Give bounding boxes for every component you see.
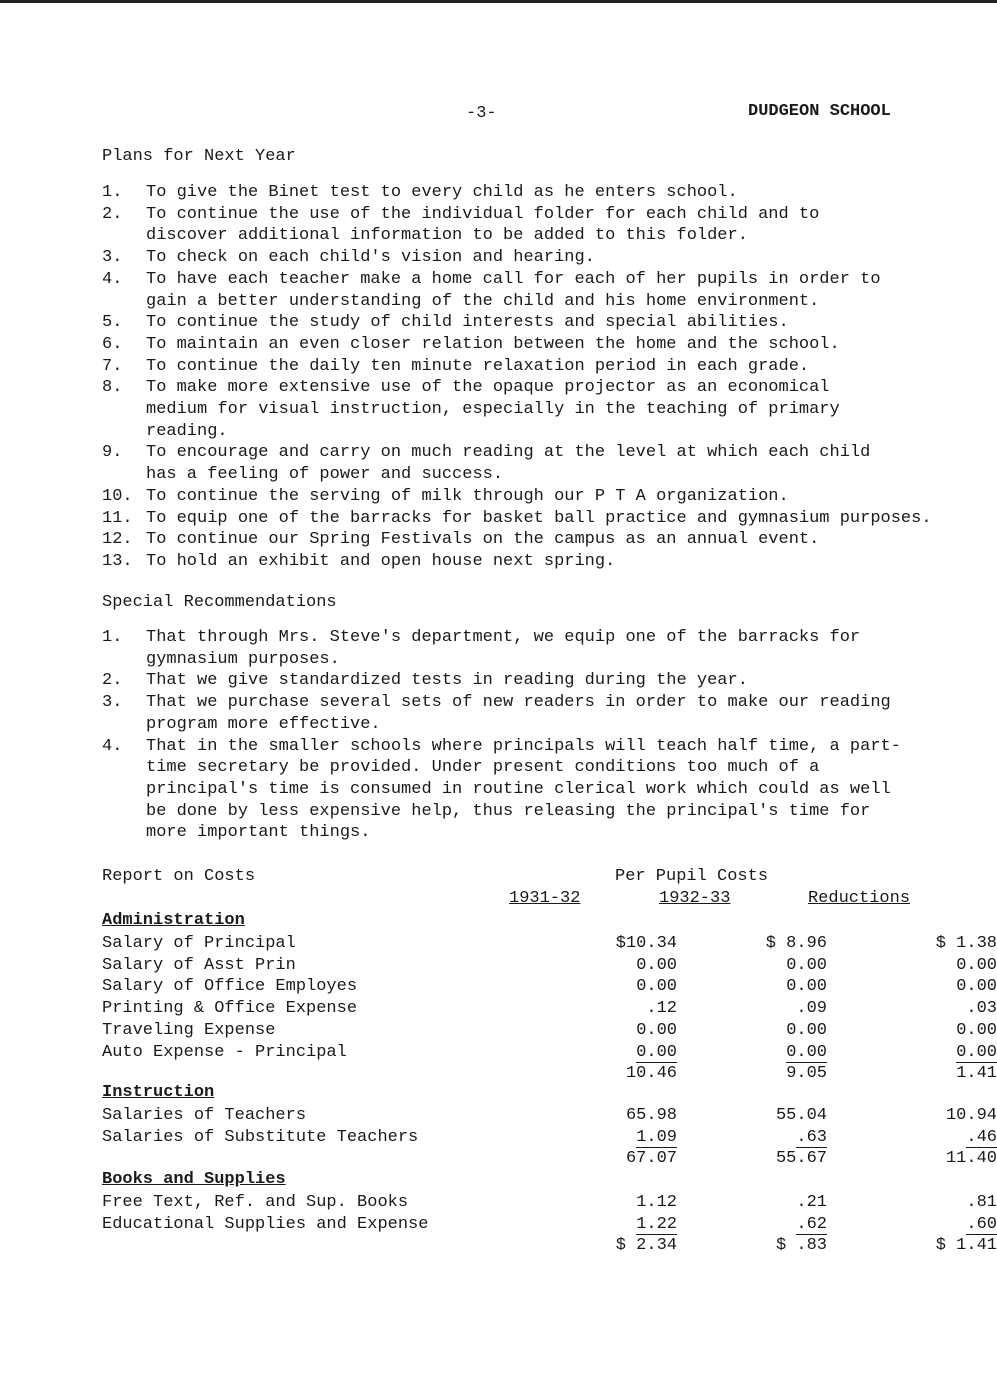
cost-value-v2	[722, 1214, 827, 1236]
cost-amount: 0.00	[786, 1042, 827, 1062]
school-name: DUDGEON SCHOOL	[748, 102, 891, 121]
cost-amount: .09	[796, 999, 827, 1019]
cost-row	[102, 1214, 997, 1236]
cost-value-v3	[892, 1214, 997, 1236]
recommendation-item-number: 3.	[102, 693, 123, 713]
cost-amount: 0.00	[956, 977, 997, 997]
recommendation-item-text-line: That in the smaller schools where principals will teach half time, a part-	[146, 736, 901, 756]
cost-value-v1	[572, 1042, 677, 1064]
cost-value-v1	[572, 998, 677, 1020]
cost-amount: 65.98	[625, 1106, 677, 1125]
plan-item-number: 13.	[102, 551, 133, 571]
cost-label: Traveling Expense	[102, 1020, 276, 1040]
recommendation-item-text-line: That we give standardized tests in reading during the year.	[146, 671, 748, 691]
cost-total-row	[102, 1235, 997, 1257]
plan-item-text-line: To equip one of the barracks for basket ball practice and gymnasium purposes.	[146, 508, 932, 528]
cost-value-v3	[892, 933, 997, 955]
cost-value-v2	[722, 1020, 827, 1042]
cost-value-v1	[572, 976, 677, 998]
recommendation-item-text-line: gymnasium purposes.	[146, 649, 340, 669]
recommendation-item-text-line: be done by less expensive help, thus releasing the principal's time for	[146, 801, 871, 821]
cost-amount: .60	[966, 1214, 997, 1234]
cost-amount: 1.09	[636, 1127, 677, 1147]
cost-value-v1	[572, 1105, 677, 1127]
cost-amount: .63	[796, 1127, 827, 1147]
plan-item-text-line: gain a better understanding of the child and his home environment.	[146, 291, 820, 311]
cost-value-v3	[892, 1192, 997, 1214]
plan-item-text-line: To give the Binet test to every child as he enters school.	[146, 183, 738, 202]
instruction-heading: Instruction	[102, 1083, 215, 1102]
cost-value-v1	[572, 933, 677, 955]
cost-value-v2	[722, 1127, 827, 1149]
cost-row	[102, 933, 997, 955]
plan-item-number: 8.	[102, 378, 123, 398]
cost-total-v2: 9.05	[786, 1064, 827, 1084]
cost-value-v1	[572, 1214, 677, 1236]
cost-value-v3	[892, 1105, 997, 1127]
cost-value-v3	[892, 1042, 997, 1064]
plan-item-number: 10.	[102, 486, 133, 506]
cost-amount: 0.00	[636, 1020, 677, 1040]
cost-label: Salary of Asst Prin	[102, 955, 296, 975]
cost-value-v1	[572, 1127, 677, 1149]
cost-amount: $ 8.96	[765, 934, 827, 953]
cost-total-v1: $ 2.34	[615, 1236, 677, 1256]
cost-label: Salaries of Substitute Teachers	[102, 1127, 419, 1147]
administration-heading: Administration	[102, 911, 245, 930]
per-pupil-costs-header: Per Pupil Costs	[615, 867, 769, 886]
cost-label: Salary of Principal	[102, 934, 296, 953]
plan-item-number: 11.	[102, 508, 133, 528]
recommendation-item-number: 4.	[102, 736, 123, 756]
plan-item-text-line: medium for visual instruction, especially in the teaching of primary	[146, 400, 840, 419]
plan-item-text-line: To hold an exhibit and open house next spring.	[146, 551, 616, 571]
cost-total-v3: 11.40	[945, 1149, 997, 1169]
cost-amount: 0.00	[956, 1020, 997, 1040]
plan-item-text-line: To continue the daily ten minute relaxation period in each grade.	[146, 356, 810, 376]
page-number: -3-	[466, 104, 497, 123]
recommendation-item-text-line: principal's time is consumed in routine clerical work which could as well	[146, 779, 891, 799]
plan-item-number: 6.	[102, 334, 123, 354]
plan-item-text-line: To continue the use of the individual folder for each child and to	[146, 204, 820, 224]
cost-amount: .46	[966, 1127, 997, 1147]
cost-amount: 0.00	[786, 955, 827, 975]
recommendation-item-text-line: That we purchase several sets of new readers in order to make our reading	[146, 693, 891, 713]
plan-item-number: 9.	[102, 443, 123, 463]
column-header-1932-33: 1932-33	[659, 889, 731, 908]
cost-row	[102, 1105, 997, 1127]
cost-value-v2	[722, 1042, 827, 1064]
cost-row	[102, 1020, 997, 1042]
cost-total-v3: $ 1.41	[935, 1236, 997, 1256]
cost-amount: .03	[966, 999, 997, 1019]
cost-amount: .81	[966, 1193, 997, 1212]
cost-row	[102, 1192, 997, 1214]
recommendation-item-text-line: time secretary be provided. Under present conditions too much of a	[146, 758, 820, 778]
plan-item-number: 12.	[102, 530, 133, 550]
cost-label: Printing & Office Expense	[102, 999, 358, 1019]
cost-label: Educational Supplies and Expense	[102, 1214, 429, 1234]
cost-amount: 10.94	[945, 1106, 997, 1125]
cost-total-v1: 10.46	[625, 1064, 677, 1084]
cost-amount: $10.34	[615, 934, 677, 953]
plan-item-text-line: To continue the study of child interests and special abilities.	[146, 313, 789, 333]
plan-item-text-line: To continue the serving of milk through our P T A organization.	[146, 486, 789, 506]
cost-total-v1: 67.07	[625, 1149, 677, 1169]
cost-amount: 1.12	[636, 1193, 677, 1212]
plans-heading: Plans for Next Year	[102, 147, 296, 166]
cost-row	[102, 1042, 997, 1064]
cost-row	[102, 998, 997, 1020]
cost-value-v1	[572, 1192, 677, 1214]
cost-label: Free Text, Ref. and Sup. Books	[102, 1193, 409, 1212]
plan-item-number: 1.	[102, 183, 123, 202]
plan-item-text-line: To maintain an even closer relation between the home and the school.	[146, 334, 840, 354]
cost-amount: 0.00	[636, 1042, 677, 1062]
column-header-reductions: Reductions	[808, 889, 911, 908]
cost-amount: 0.00	[956, 1042, 997, 1062]
plan-item-text-line: To make more extensive use of the opaque projector as an economical	[146, 378, 830, 398]
cost-amount: 0.00	[786, 977, 827, 997]
cost-row	[102, 955, 997, 977]
plan-item-text-line: has a feeling of power and success.	[146, 465, 504, 485]
cost-total-row	[102, 1063, 997, 1085]
cost-label: Salary of Office Employes	[102, 977, 358, 997]
cost-row	[102, 976, 997, 998]
column-header-1931-32: 1931-32	[509, 889, 581, 908]
recommendation-item-text-line: program more effective.	[146, 714, 381, 734]
cost-value-v3	[892, 998, 997, 1020]
cost-amount: 0.00	[636, 977, 677, 997]
plan-item-text-line: To continue our Spring Festivals on the campus as an annual event.	[146, 530, 820, 550]
cost-amount: 0.00	[786, 1020, 827, 1040]
recommendation-item-number: 2.	[102, 671, 123, 691]
cost-value-v2	[722, 1192, 827, 1214]
cost-amount: 0.00	[636, 955, 677, 975]
plan-item-number: 7.	[102, 356, 123, 376]
cost-value-v2	[722, 976, 827, 998]
cost-label: Auto Expense - Principal	[102, 1042, 347, 1062]
plan-item-number: 3.	[102, 248, 123, 268]
cost-amount: $ 1.38	[935, 934, 997, 953]
cost-total-v2: $ .83	[775, 1236, 827, 1256]
cost-value-v1	[572, 1020, 677, 1042]
cost-value-v2	[722, 998, 827, 1020]
cost-value-v1	[572, 955, 677, 977]
cost-amount: 0.00	[956, 955, 997, 975]
cost-value-v3	[892, 1127, 997, 1149]
cost-label: Salaries of Teachers	[102, 1106, 307, 1125]
plan-item-text-line: To encourage and carry on much reading at the level at which each child	[146, 443, 871, 463]
plan-item-number: 2.	[102, 204, 123, 224]
plan-item-text-line: To have each teacher make a home call for each of her pupils in order to	[146, 269, 881, 289]
plan-item-text-line: To check on each child's vision and hearing.	[146, 248, 595, 268]
plan-item-text-line: reading.	[146, 421, 228, 441]
plan-item-number: 5.	[102, 313, 123, 333]
cost-amount: .62	[796, 1214, 827, 1234]
recommendation-item-number: 1.	[102, 628, 123, 647]
recommendation-item-text-line: That through Mrs. Steve's department, we equip one of the barracks for	[146, 628, 861, 647]
cost-amount: .12	[646, 999, 677, 1019]
cost-amount: 55.04	[775, 1106, 827, 1125]
plan-item-number: 4.	[102, 269, 123, 289]
recommendations-heading: Special Recommendations	[102, 593, 337, 612]
cost-value-v2	[722, 955, 827, 977]
cost-total-v2: 55.67	[775, 1149, 827, 1169]
cost-value-v3	[892, 1020, 997, 1042]
costs-heading: Report on Costs	[102, 867, 256, 886]
cost-total-row	[102, 1148, 997, 1170]
cost-value-v3	[892, 976, 997, 998]
cost-amount: .21	[796, 1193, 827, 1212]
books-supplies-heading: Books and Supplies	[102, 1170, 286, 1189]
cost-total-v3: 1.41	[956, 1064, 997, 1084]
cost-value-v2	[722, 933, 827, 955]
recommendation-item-text-line: more important things.	[146, 823, 371, 843]
top-edge-rule	[0, 0, 997, 3]
cost-row	[102, 1127, 997, 1149]
cost-value-v2	[722, 1105, 827, 1127]
plan-item-text-line: discover additional information to be added to this folder.	[146, 226, 748, 246]
cost-value-v3	[892, 955, 997, 977]
cost-amount: 1.22	[636, 1214, 677, 1234]
